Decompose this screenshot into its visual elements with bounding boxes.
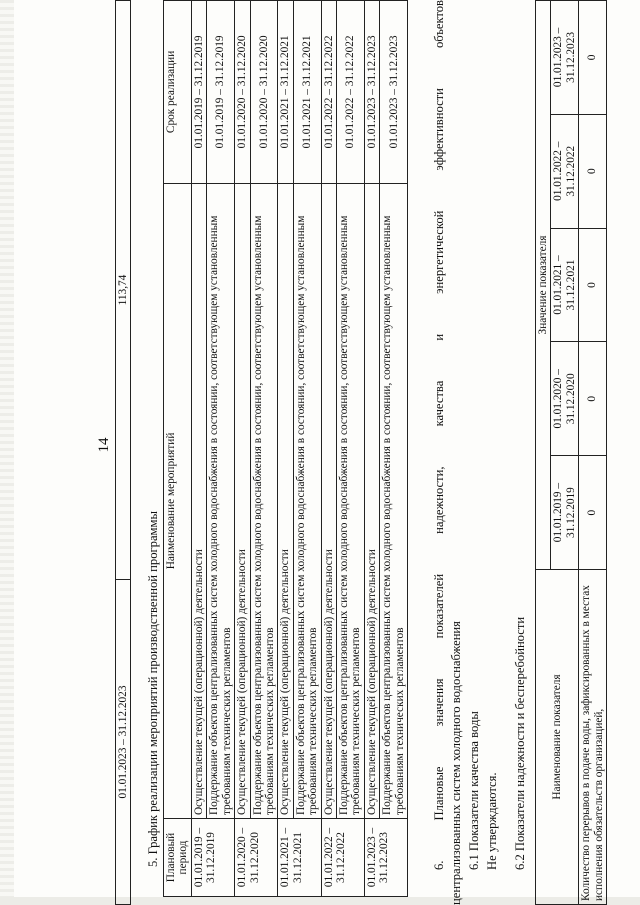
section6-heading-line1: 6. Плановые значения показателей надежности, качества и энергетической эффективности объектов (432, 0, 446, 870)
event-name: Осуществление текущей (операционной) деятельности (321, 183, 336, 818)
table-row (250, 1, 278, 897)
period-header: 01.01.2022 – 31.12.2022 (551, 114, 579, 228)
event-name: Поддержание объектов централизованных систем холодного водоснабжения в состоянии, соответствующем установленным требованиям технических регламентов (380, 183, 408, 818)
table-row (235, 1, 250, 897)
indicator-value: 0 (579, 228, 607, 342)
period-header: 01.01.2020 – 31.12.2020 (551, 342, 579, 456)
table-row (191, 1, 206, 897)
event-name: Осуществление текущей (операционной) деятельности (364, 183, 379, 818)
indicator-value: 0 (579, 456, 607, 570)
table-row (293, 1, 321, 897)
event-term: 01.01.2019 – 31.12.2019 (191, 1, 206, 184)
event-name: Поддержание объектов централизованных систем холодного водоснабжения в состоянии, соответствующем установленным требованиям технических регламентов (337, 183, 365, 818)
top-table (115, 0, 131, 905)
period-cell: 01.01.2021 – 31.12.2021 (278, 819, 321, 897)
indicator-value: 0 (579, 342, 607, 456)
col-header-period: Плановый период (164, 819, 192, 897)
table-header-row (536, 1, 551, 905)
table-row (579, 1, 607, 905)
period-cell: 01.01.2022 – 31.12.2022 (321, 819, 364, 897)
event-term: 01.01.2021 – 31.12.2021 (278, 1, 293, 184)
col-header-name: Наименование мероприятий (164, 183, 192, 818)
event-term: 01.01.2022 – 31.12.2022 (337, 1, 365, 184)
table-header-row (164, 1, 192, 897)
event-name: Осуществление текущей (операционной) деятельности (235, 183, 250, 818)
table-row (278, 1, 293, 897)
table-row (380, 1, 408, 897)
event-term: 01.01.2023 – 31.12.2023 (364, 1, 379, 184)
table-row (337, 1, 365, 897)
event-term: 01.01.2022 – 31.12.2022 (321, 1, 336, 184)
table-row (116, 1, 131, 905)
table-row (364, 1, 379, 897)
period-cell: 01.01.2019 – 31.12.2019 (191, 819, 234, 897)
section5-heading: 5. График реализации мероприятий производственной программы (146, 511, 160, 867)
schedule-table (163, 0, 408, 897)
top-value-cell: 113,74 (116, 1, 131, 580)
subsection-6-1-text: Не утверждаются. (485, 772, 499, 870)
table-row (207, 1, 235, 897)
indicator-value: 0 (579, 1, 607, 115)
event-name: Поддержание объектов централизованных систем холодного водоснабжения в состоянии, соответствующем установленным требованиям технических регламентов (250, 183, 278, 818)
period-cell: 01.01.2023 – 31.12.2023 (364, 819, 407, 897)
event-name: Осуществление текущей (операционной) деятельности (278, 183, 293, 818)
indicator-value-header: Значение показателя (536, 1, 551, 570)
reliability-table (535, 0, 607, 905)
event-name: Осуществление текущей (операционной) деятельности (191, 183, 206, 818)
subsection-6-2: 6.2 Показатели надежности и бесперебойности (513, 616, 527, 870)
col-header-term: Срок реализации (164, 1, 192, 184)
indicator-name: Количество перерывов в подаче воды, зафиксированных в местах исполнения обязательств организацией, (579, 570, 607, 905)
indicator-value: 0 (579, 114, 607, 228)
event-name: Поддержание объектов централизованных систем холодного водоснабжения в состоянии, соответствующем установленным требованиям технических регламентов (293, 183, 321, 818)
subsection-6-1: 6.1 Показатели качества воды (467, 711, 481, 870)
event-term: 01.01.2020 – 31.12.2020 (250, 1, 278, 184)
event-term: 01.01.2021 – 31.12.2021 (293, 1, 321, 184)
event-term: 01.01.2019 – 31.12.2019 (207, 1, 235, 184)
section6-heading-line2: централизованных систем холодного водоснабжения (449, 621, 463, 905)
table-row (321, 1, 336, 897)
period-header: 01.01.2021 – 31.12.2021 (551, 228, 579, 342)
period-cell: 01.01.2020 – 31.12.2020 (235, 819, 278, 897)
event-name: Поддержание объектов централизованных систем холодного водоснабжения в состоянии, соответствующем установленным требованиям технических регламентов (207, 183, 235, 818)
event-term: 01.01.2020 – 31.12.2020 (235, 1, 250, 184)
period-header: 01.01.2023 – 31.12.2023 (551, 1, 579, 115)
period-header: 01.01.2019 – 31.12.2019 (551, 456, 579, 570)
page-number: 14 (96, 437, 112, 453)
event-term: 01.01.2023 – 31.12.2023 (380, 1, 408, 184)
indicator-name-header: Наименование показателя (536, 570, 579, 905)
top-period-cell: 01.01.2023 – 31.12.2023 (116, 580, 131, 905)
